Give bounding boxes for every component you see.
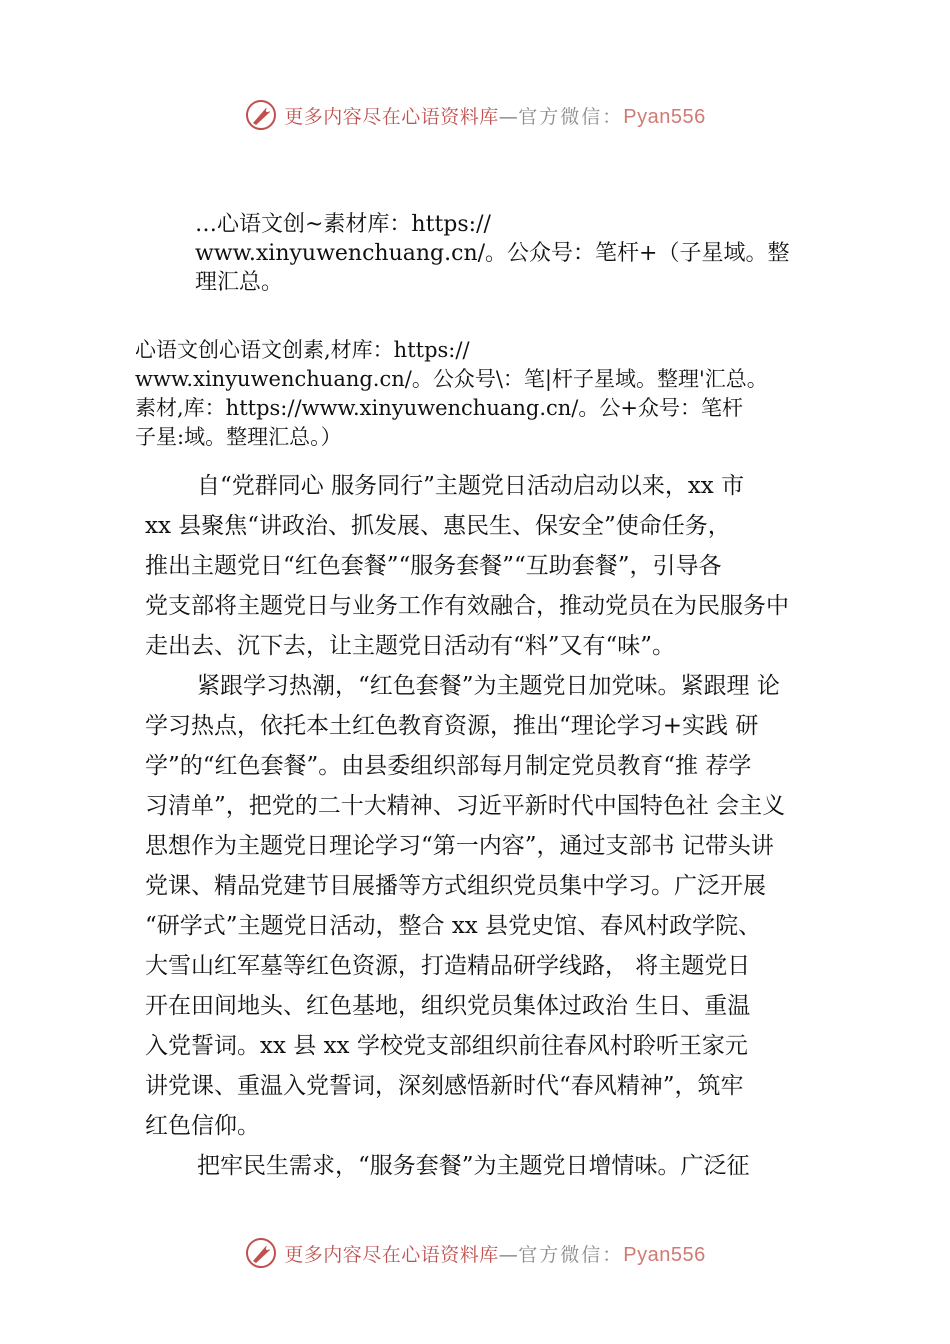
paragraph-2-line: 思想作为主题党日理论学习“第一内容”，通过支部书 记带头讲 bbox=[145, 833, 774, 859]
banner-main-text: 更多内容尽在心语资料库 bbox=[284, 1243, 499, 1266]
note-line: 理汇总。 bbox=[195, 270, 284, 295]
note-line: 子星:域。整理汇总。） bbox=[135, 425, 342, 449]
paragraph-3-line: 把牢民生需求，“服务套餐”为主题党日增情味。广泛征 bbox=[197, 1153, 750, 1179]
banner-text bbox=[284, 102, 706, 129]
paragraph-1-line: 党支部将主题党日与业务工作有效融合，推动党员在为民服务中 bbox=[145, 593, 789, 619]
pen-nib-circle-icon bbox=[244, 98, 278, 132]
note-line: 心语文创心语文创素,材库：https:// bbox=[135, 338, 470, 362]
note-line: www.xinyuwenchuang.cn/。公众号\：笔|杆子星域。整理'汇总。 bbox=[135, 367, 768, 391]
banner-main-text: 更多内容尽在心语资料库 bbox=[284, 105, 499, 128]
paragraph-1-line: 推出主题党日“红色套餐”“服务套餐”“互助套餐”，引导各 bbox=[145, 553, 722, 579]
article-body bbox=[145, 466, 835, 1186]
note-line: 素材,库：https://www.xinyuwenchuang.cn/。公+众号：笔杆 bbox=[135, 396, 743, 420]
banner-wechat-id: Pyan556 bbox=[623, 105, 706, 128]
paragraph-1-line: 走出去、沉下去，让主题党日活动有“料”又有“味”。 bbox=[145, 633, 676, 659]
paragraph-2-line: 习清单”，把党的二十大精神、习近平新时代中国特色社 会主义 bbox=[145, 793, 786, 819]
paragraph-2-line: 入党誓词。xx 县 xx 学校党支部组织前往春风村聆听王家元 bbox=[145, 1033, 748, 1059]
paragraph-2-line: 讲党课、重温入党誓词，深刻感悟新时代“春风精神”，筑牢 bbox=[145, 1073, 744, 1099]
paragraph-1-line: xx 县聚焦“讲政治、抓发展、惠民生、保安全”使命任务， bbox=[145, 513, 731, 539]
banner-wechat-label: 官方微信： bbox=[518, 105, 624, 128]
banner-separator: — bbox=[498, 105, 519, 128]
note-line: …心语文创~素材库：https:// bbox=[195, 212, 491, 237]
source-note-1 bbox=[195, 210, 845, 297]
source-note-2 bbox=[135, 336, 865, 452]
paragraph-2-line: 开在田间地头、红色基地，组织党员集体过政治 生日、重温 bbox=[145, 993, 751, 1019]
paragraph-2-line: 紧跟学习热潮，“红色套餐”为主题党日加党味。紧跟理 论 bbox=[197, 673, 780, 699]
header-watermark-banner bbox=[0, 95, 950, 135]
banner-separator: — bbox=[498, 1243, 519, 1266]
paragraph-2-line: 学习热点，依托本土红色教育资源，推出“理论学习+实践 研 bbox=[145, 713, 759, 739]
note-line: www.xinyuwenchuang.cn/。公众号：笔杆+（子星域。整 bbox=[195, 241, 790, 266]
paragraph-2-line: “研学式”主题党日活动，整合 xx 县党史馆、春风村政学院、 bbox=[145, 913, 762, 939]
paragraph-2-line: 红色信仰。 bbox=[145, 1113, 260, 1139]
footer-watermark-banner bbox=[0, 1233, 950, 1273]
paragraph-2-line: 大雪山红军墓等红色资源，打造精品研学线路， 将主题党日 bbox=[145, 953, 751, 979]
banner-text bbox=[284, 1240, 706, 1267]
paragraph-2-line: 学”的“红色套餐”。由县委组织部每月制定党员教育“推 荐学 bbox=[145, 753, 752, 779]
paragraph-2-line: 党课、精品党建节目展播等方式组织党员集中学习。广泛开展 bbox=[145, 873, 766, 899]
paragraph-1-line: 自“党群同心 服务同行”主题党日活动启动以来，xx 市 bbox=[197, 473, 745, 499]
banner-wechat-label: 官方微信： bbox=[518, 1243, 624, 1266]
banner-wechat-id: Pyan556 bbox=[623, 1243, 706, 1266]
pen-nib-circle-icon bbox=[244, 1236, 278, 1270]
